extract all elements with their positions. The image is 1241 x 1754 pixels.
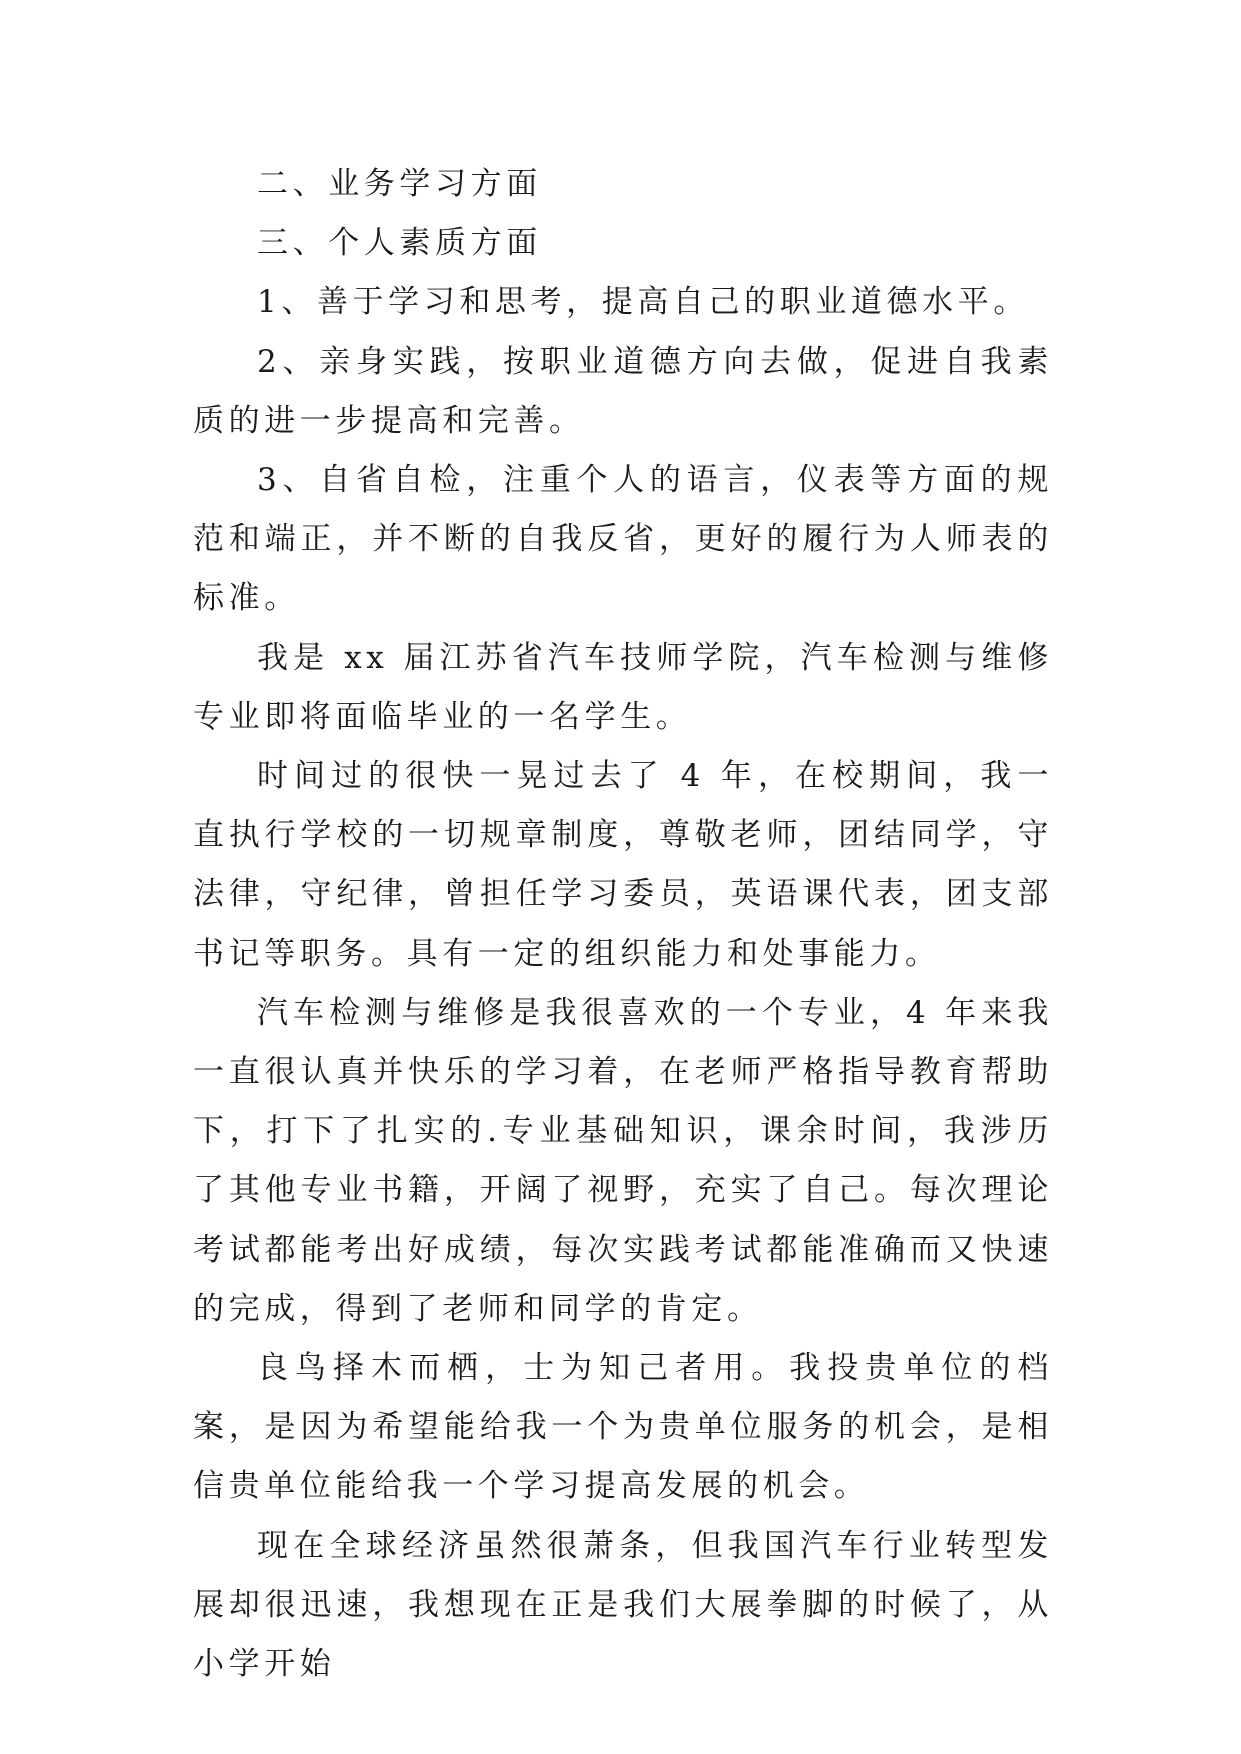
paragraph-heading-business-study: 二、业务学习方面 — [257, 166, 542, 202]
paragraph-industry-outlook: 现在全球经济虽然很萧条，但我国汽车行业转型发展却很迅速，我想现在正是我们大展拳脚的时候了，从小学开始 — [193, 1527, 1053, 1683]
paragraph-item-3: 3、自省自检，注重个人的语言，仪表等方面的规范和端正，并不断的自我反省，更好的履行为人师表的标准。 — [193, 462, 1053, 617]
paragraph-heading-personal-quality: 三、个人素质方面 — [257, 225, 542, 262]
paragraph-self-intro: 我是 xx 届江苏省汽车技师学院，汽车检测与维修专业即将面临毕业的一名学生。 — [193, 639, 1053, 735]
document-body — [193, 155, 1053, 1694]
paragraph-application-reason: 良鸟择木而栖，士为知己者用。我投贵单位的档案，是因为希望能给我一个为贵单位服务的机会，是相信贵单位能给我一个学习提高发展的机会。 — [193, 1350, 1053, 1505]
paragraph-major-study: 汽车检测与维修是我很喜欢的一个专业，4 年来我一直很认真并快乐的学习着，在老师严格指导教育帮助下，打下了扎实的.专业基础知识，课余时间，我涉历了其他专业书籍，开阔了视野，充实了自己。每次理论考试都能考出好成绩，每次实践考试都能准确而又快速的完成，得到了老师和同学的肯定。 — [193, 994, 1053, 1327]
paragraph-item-2: 2、亲身实践，按职业道德方向去做，促进自我素质的进一步提高和完善。 — [193, 343, 1053, 439]
paragraph-item-1: 1、善于学习和思考，提高自己的职业道德水平。 — [257, 284, 1029, 321]
paragraph-school-life: 时间过的很快一晃过去了 4 年，在校期间，我一直执行学校的一切规章制度，尊敬老师，团结同学，守法律，守纪律，曾担任学习委员，英语课代表，团支部书记等职务。具有一定的组织能力和处事能力。 — [193, 758, 1053, 972]
